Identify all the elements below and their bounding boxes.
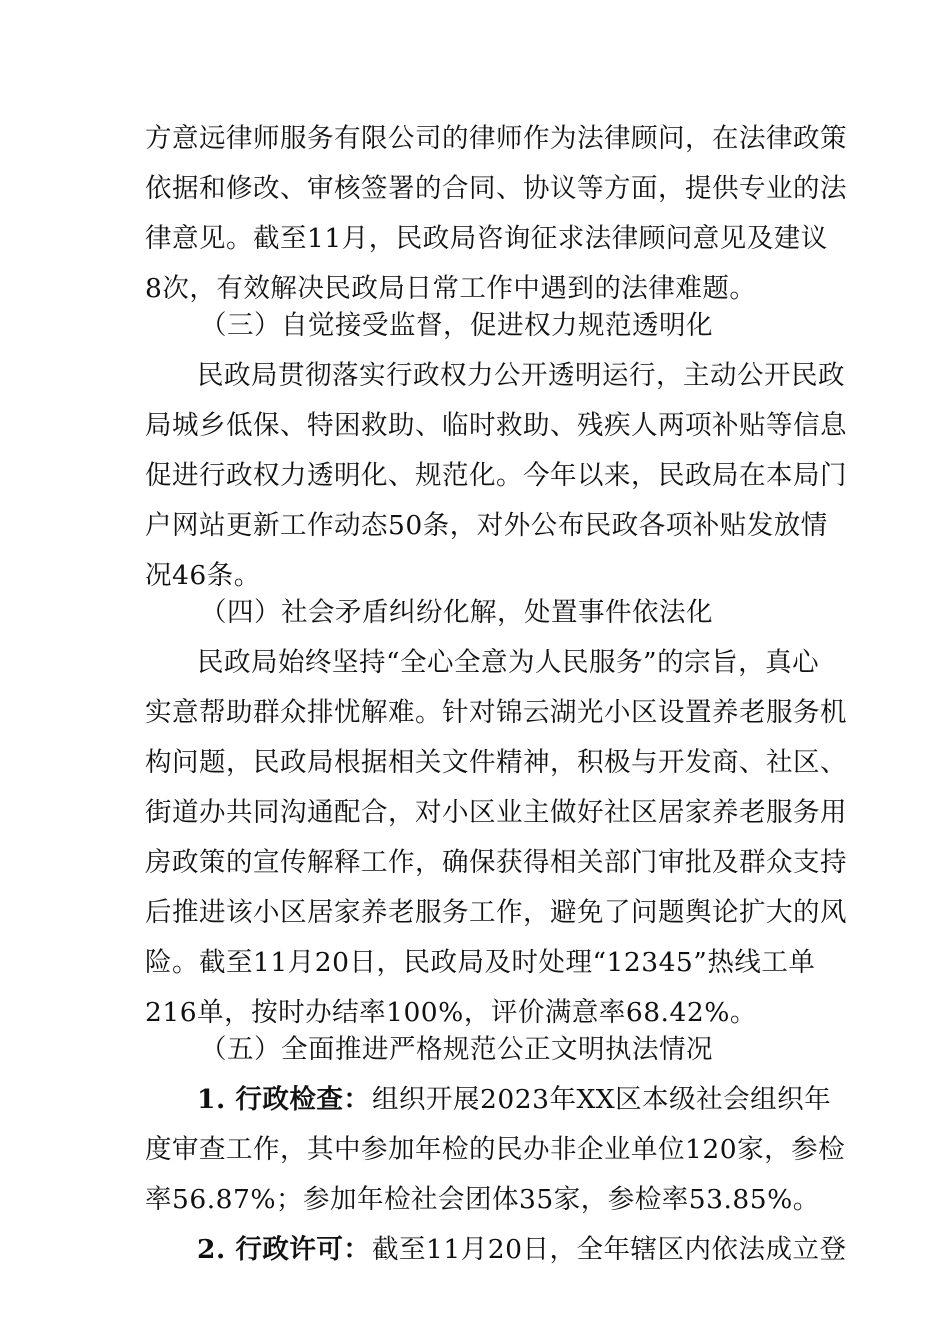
section-heading-3: （三）自觉接受监督，促进权力规范透明化 [200,310,713,341]
paragraph-line: 度审查工作，其中参加年检的民办非企业单位120家，参检 [145,1134,846,1165]
paragraph-line: 216单，按时办结率100%，评价满意率68.42%。 [145,997,757,1028]
paragraph-line: 8次，有效解决民政局日常工作中遇到的法律难题。 [145,273,757,304]
paragraph-line: 街道办共同沟通配合，对小区业主做好社区居家养老服务用 [145,797,847,828]
paragraph-line: 率56.87%；参加年检社会团体35家，参检率53.85%。 [145,1184,820,1215]
paragraph-line: 后推进该小区居家养老服务工作，避免了问题舆论扩大的风 [145,897,847,928]
section-heading-4: （四）社会矛盾纠纷化解，处置事件依法化 [200,597,713,628]
item-label-inspection: 1. 行政检查： [197,1084,371,1115]
section-heading-5: （五）全面推进严格规范公正文明执法情况 [200,1034,713,1065]
paragraph-line: 方意远律师服务有限公司的律师作为法律顾问，在法律政策 [145,123,847,154]
paragraph-line: 局城乡低保、特困救助、临时救助、残疾人两项补贴等信息 [145,410,847,441]
paragraph-line: 实意帮助群众排忧解难。针对锦云湖光小区设置养老服务机 [145,697,847,728]
paragraph-line: 房政策的宣传解释工作，确保获得相关部门审批及群众支持 [145,847,847,878]
paragraph-line: 民政局贯彻落实行政权力公开透明运行，主动公开民政 [197,360,845,391]
paragraph-line: 组织开展2023年XX区本级社会组织年 [372,1084,832,1115]
paragraph-line: 况46条。 [145,560,261,591]
paragraph-line: 截至11月20日，全年辖区内依法成立登 [372,1234,847,1265]
item-label-permit: 2. 行政许可： [197,1234,371,1265]
paragraph-line: 律意见。截至11月，民政局咨询征求法律顾问意见及建议 [145,223,828,254]
paragraph-line: 构问题，民政局根据相关文件精神，积极与开发商、社区、 [145,747,847,778]
paragraph-line: 促进行政权力透明化、规范化。今年以来，民政局在本局门 [145,460,847,491]
paragraph-line: 险。截至11月20日，民政局及时处理“12345”热线工单 [145,947,816,978]
paragraph-line: 户网站更新工作动态50条，对外公布民政各项补贴发放情 [145,510,828,541]
paragraph-line: 依据和修改、审核签署的合同、协议等方面，提供专业的法 [145,173,847,204]
paragraph-line: 民政局始终坚持“全心全意为人民服务”的宗旨，真心 [197,647,820,678]
